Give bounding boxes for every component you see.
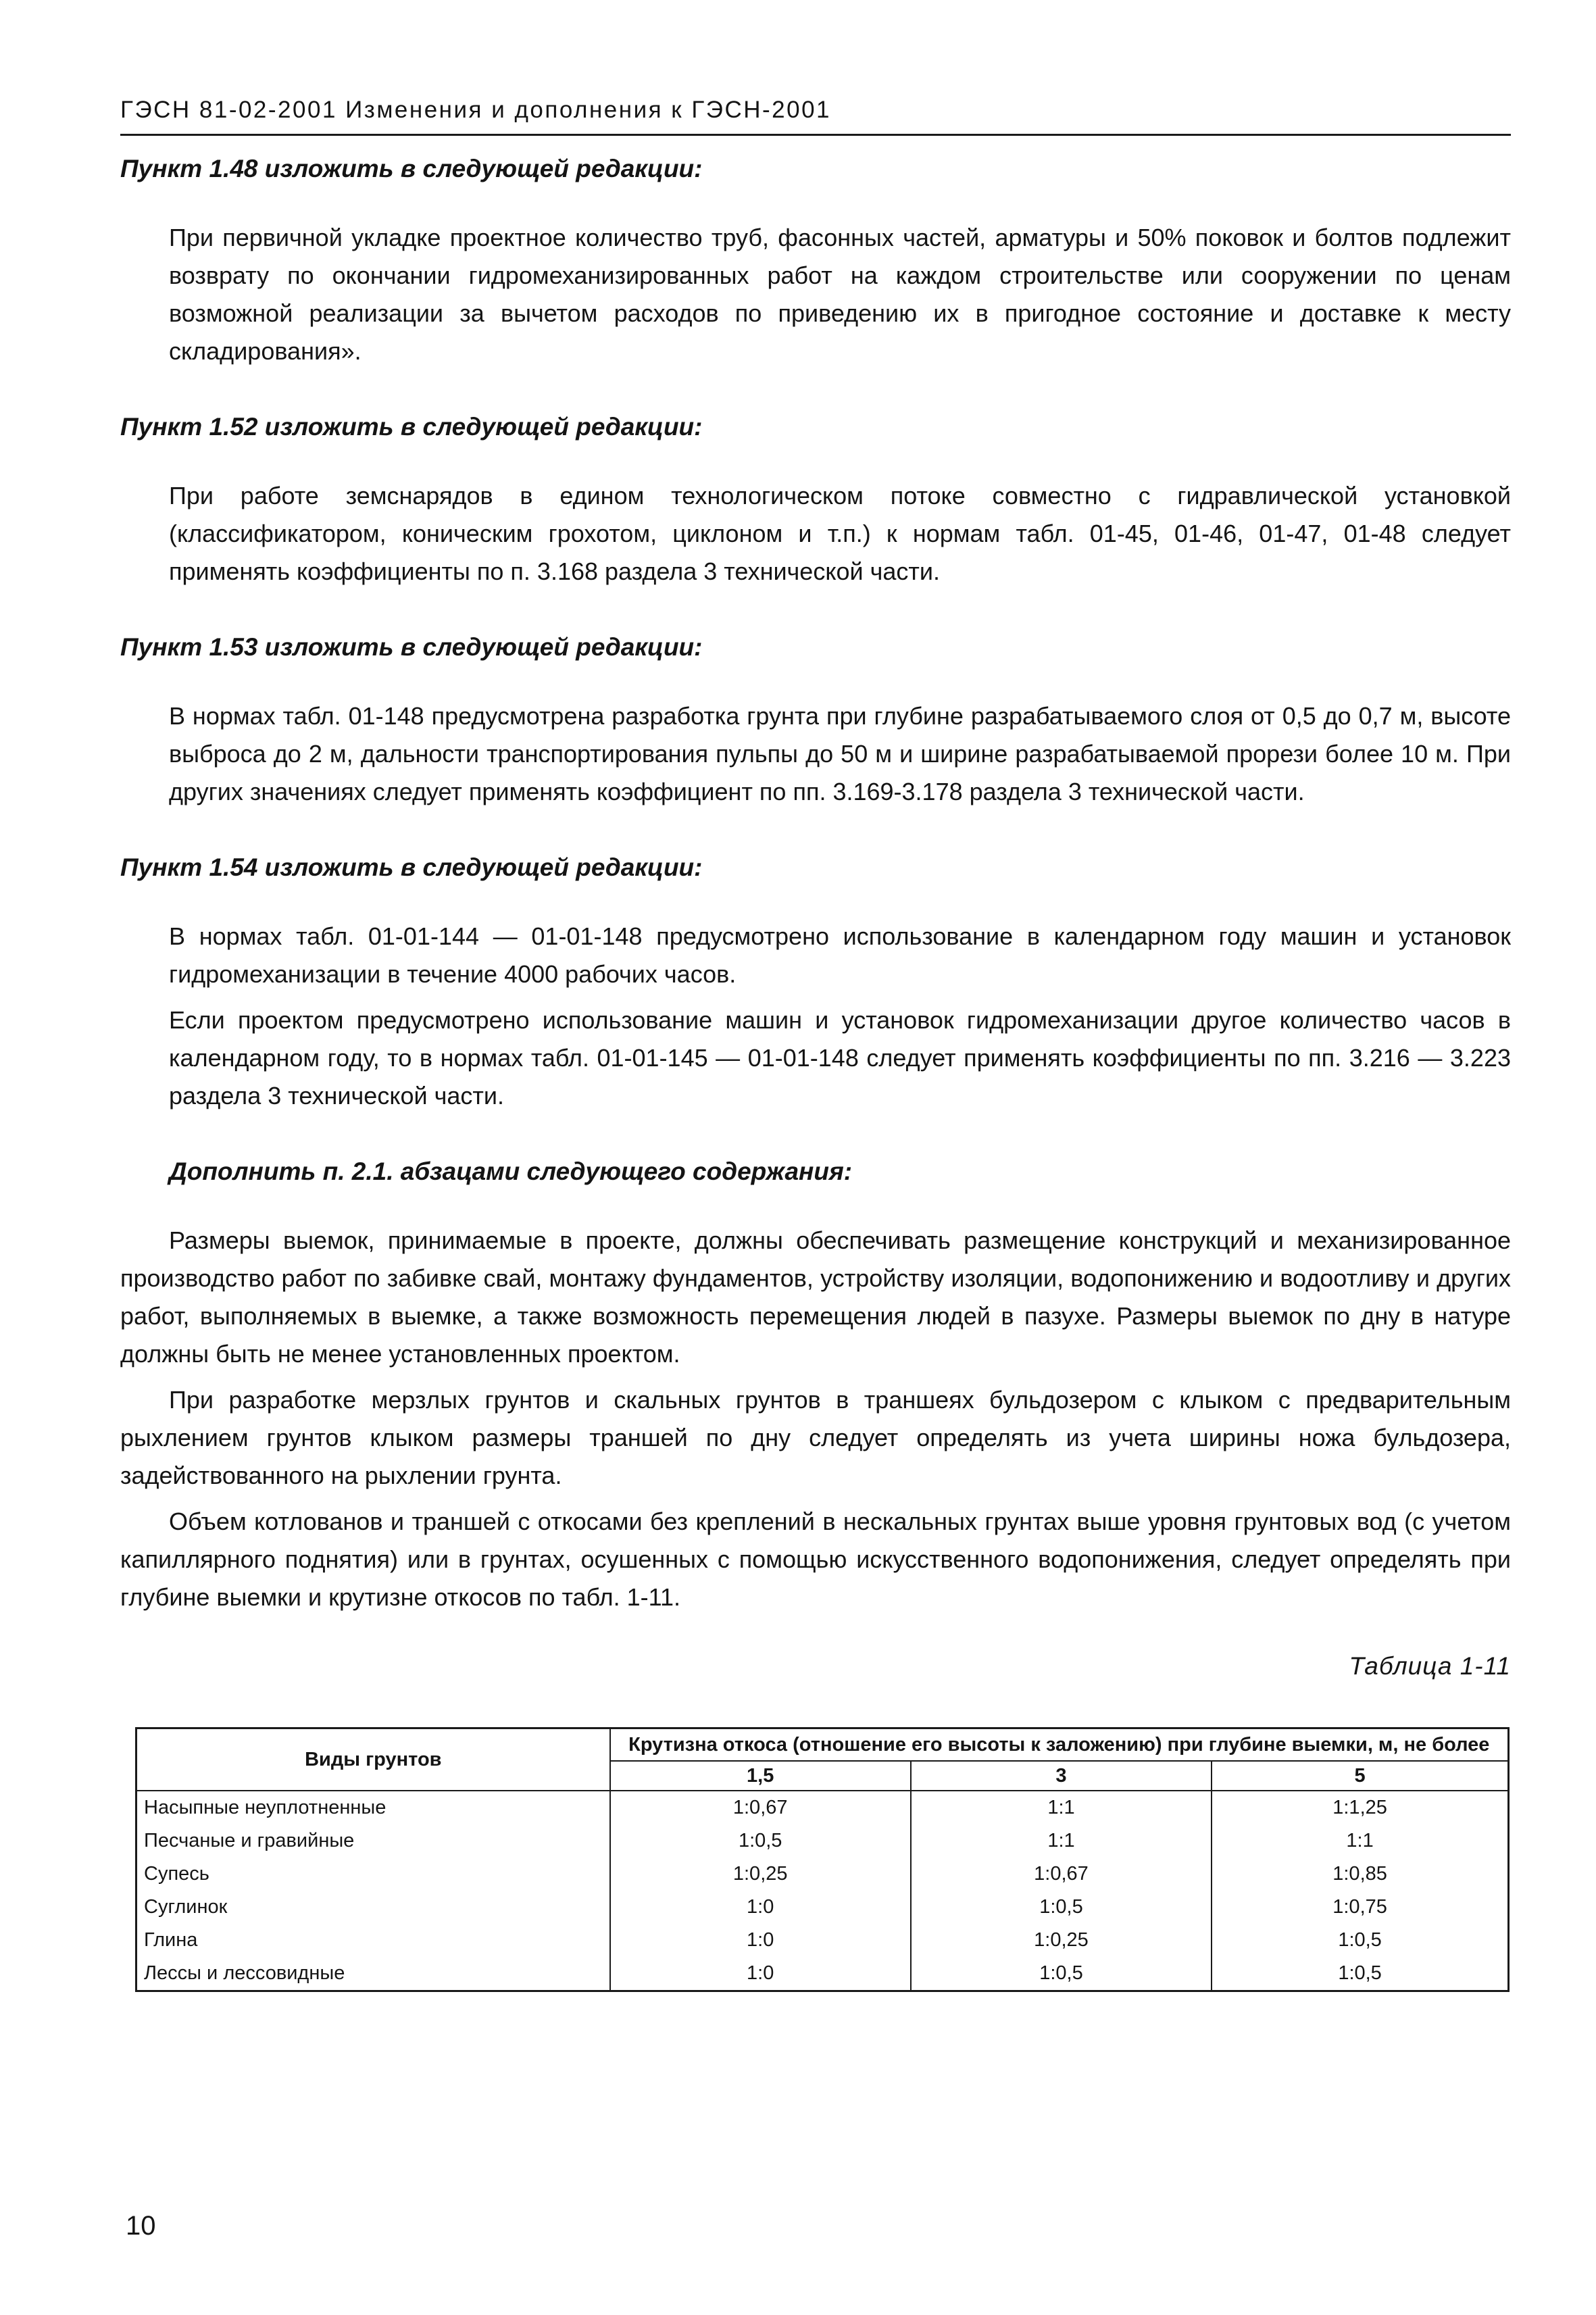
table-cell-value: 1:0 xyxy=(610,1957,911,1991)
header-depth: 5 xyxy=(1212,1761,1508,1791)
section-1-54 xyxy=(120,849,1511,1115)
table-cell-soil: Супесь xyxy=(136,1858,610,1891)
table-row xyxy=(136,1858,1509,1891)
section-heading: Пункт 1.54 изложить в следующей редакции: xyxy=(120,853,703,881)
table-caption: Таблица 1-11 xyxy=(1349,1652,1511,1680)
header-slope: Крутизна откоса (отношение его высоты к заложению) при глубине выемки, м, не более xyxy=(610,1728,1509,1762)
section-heading: Пункт 1.48 изложить в следующей редакции: xyxy=(120,155,703,182)
section-1-53 xyxy=(120,628,1511,811)
body-paragraph: В нормах табл. 01-01-144 — 01-01-148 предусмотрено использование в календарном году машин и установок гидромеханизации в течение 4000 рабочих часов. xyxy=(169,922,1511,988)
slope-table-wrapper xyxy=(135,1727,1510,1992)
body-paragraph: Если проектом предусмотрено использование машин и установок гидромеханизации другое количество часов в календарном году, то в нормах табл. 01-01-145 — 01-01-148 следует применять коэффициенты по пп. 3.216 — 3.223 раздела 3 технической части. xyxy=(169,1006,1511,1110)
table-cell-value: 1:0,67 xyxy=(610,1791,911,1824)
table-cell-value: 1:0,5 xyxy=(911,1891,1212,1924)
slope-table xyxy=(135,1727,1510,1992)
table-cell-value: 1:0 xyxy=(610,1891,911,1924)
section-heading: Дополнить п. 2.1. абзацами следующего содержания: xyxy=(169,1158,853,1185)
body-paragraph: При работе земснарядов в едином технологическом потоке совместно с гидравлической установкой (классификатором, коническим грохотом, циклоном и т.п.) к нормам табл. 01-45, 01-46, 01-47, 01-48 следует применять коэффициенты по п. 3.168 раздела 3 технической части. xyxy=(169,482,1511,585)
table-row xyxy=(136,1891,1509,1924)
body-paragraph: В нормах табл. 01-148 предусмотрена разработка грунта при глубине разрабатываемого слоя от 0,5 до 0,7 м, высоте выброса до 2 м, дальности транспортирования пульпы до 50 м и ширине разрабатываемой прорези более 10 м. При других значениях следует применять коэффициент по пп. 3.169-3.178 раздела 3 технической части. xyxy=(169,702,1511,805)
table-cell-value: 1:0,5 xyxy=(911,1957,1212,1991)
section-body xyxy=(169,918,1511,1115)
table-cell-soil: Песчаные и гравийные xyxy=(136,1824,610,1858)
table-cell-value: 1:0,5 xyxy=(1212,1924,1508,1957)
table-row xyxy=(136,1824,1509,1858)
body-paragraph: При первичной укладке проектное количество труб, фасонных частей, арматуры и 50% поковок и болтов подлежит возврату по окончании гидромеханизированных работ на каждом строительстве или сооружении по ценам возможной реализации за вычетом расходов по приведению их в пригодное состояние и доставке к месту складирования». xyxy=(169,224,1511,365)
section-1-48 xyxy=(120,150,1511,370)
body-paragraph: При разработке мерзлых грунтов и скальных грунтов в траншеях бульдозером с клыком с предварительным рыхлением грунтов клыком размеры траншей по дну следует определять из учета ширины ножа бульдозера, задействованного на рыхлении грунта. xyxy=(120,1386,1511,1489)
table-header-row xyxy=(136,1728,1509,1762)
table-cell-value: 1:1 xyxy=(911,1824,1212,1858)
table-cell-value: 1:0,25 xyxy=(610,1858,911,1891)
header-soil-type: Виды грунтов xyxy=(136,1728,610,1791)
page-content xyxy=(120,150,1511,1992)
table-cell-value: 1:0,67 xyxy=(911,1858,1212,1891)
header-depth: 1,5 xyxy=(610,1761,911,1791)
table-cell-soil: Суглинок xyxy=(136,1891,610,1924)
header-depth: 3 xyxy=(911,1761,1212,1791)
body-paragraph: Объем котлованов и траншей с откосами без креплений в нескальных грунтах выше уровня грунтовых вод (с учетом капиллярного поднятия) или в грунтах, осушенных с помощью искусственного водопонижения, следует определять при глубине выемки и крутизне откосов по табл. 1-11. xyxy=(120,1508,1511,1611)
table-row xyxy=(136,1957,1509,1991)
table-cell-value: 1:0,5 xyxy=(1212,1957,1508,1991)
table-cell-value: 1:0,25 xyxy=(911,1924,1212,1957)
section-body xyxy=(120,1222,1511,1616)
running-header-text: ГЭСН 81-02-2001 Изменения и дополнения к ГЭСН-2001 xyxy=(120,97,832,123)
table-cell-value: 1:0,5 xyxy=(610,1824,911,1858)
page-number: 10 xyxy=(126,2211,156,2241)
table-cell-value: 1:1,25 xyxy=(1212,1791,1508,1824)
table-cell-value: 1:1 xyxy=(911,1791,1212,1824)
table-cell-value: 1:0,75 xyxy=(1212,1891,1508,1924)
running-header xyxy=(120,86,1511,136)
section-addition-2-1 xyxy=(120,1153,1511,1616)
table-row xyxy=(136,1924,1509,1957)
table-row xyxy=(136,1791,1509,1824)
table-cell-value: 1:1 xyxy=(1212,1824,1508,1858)
section-heading: Пункт 1.53 изложить в следующей редакции: xyxy=(120,633,703,661)
section-body xyxy=(169,219,1511,370)
table-cell-soil: Глина xyxy=(136,1924,610,1957)
section-heading: Пункт 1.52 изложить в следующей редакции: xyxy=(120,413,703,441)
body-paragraph: Размеры выемок, принимаемые в проекте, должны обеспечивать размещение конструкций и механизированное производство работ по забивке свай, монтажу фундаментов, устройству изоляции, водопонижению и водоотливу и других работ, выполняемых в выемке, а также возможность перемещения людей в пазухе. Размеры выемок по дну в натуре должны быть не менее установленных проектом. xyxy=(120,1226,1511,1368)
table-cell-value: 1:0 xyxy=(610,1924,911,1957)
section-body xyxy=(169,477,1511,591)
section-body xyxy=(169,697,1511,811)
table-cell-value: 1:0,85 xyxy=(1212,1858,1508,1891)
section-1-52 xyxy=(120,408,1511,591)
table-cell-soil: Лессы и лессовидные xyxy=(136,1957,610,1991)
table-cell-soil: Насыпные неуплотненные xyxy=(136,1791,610,1824)
